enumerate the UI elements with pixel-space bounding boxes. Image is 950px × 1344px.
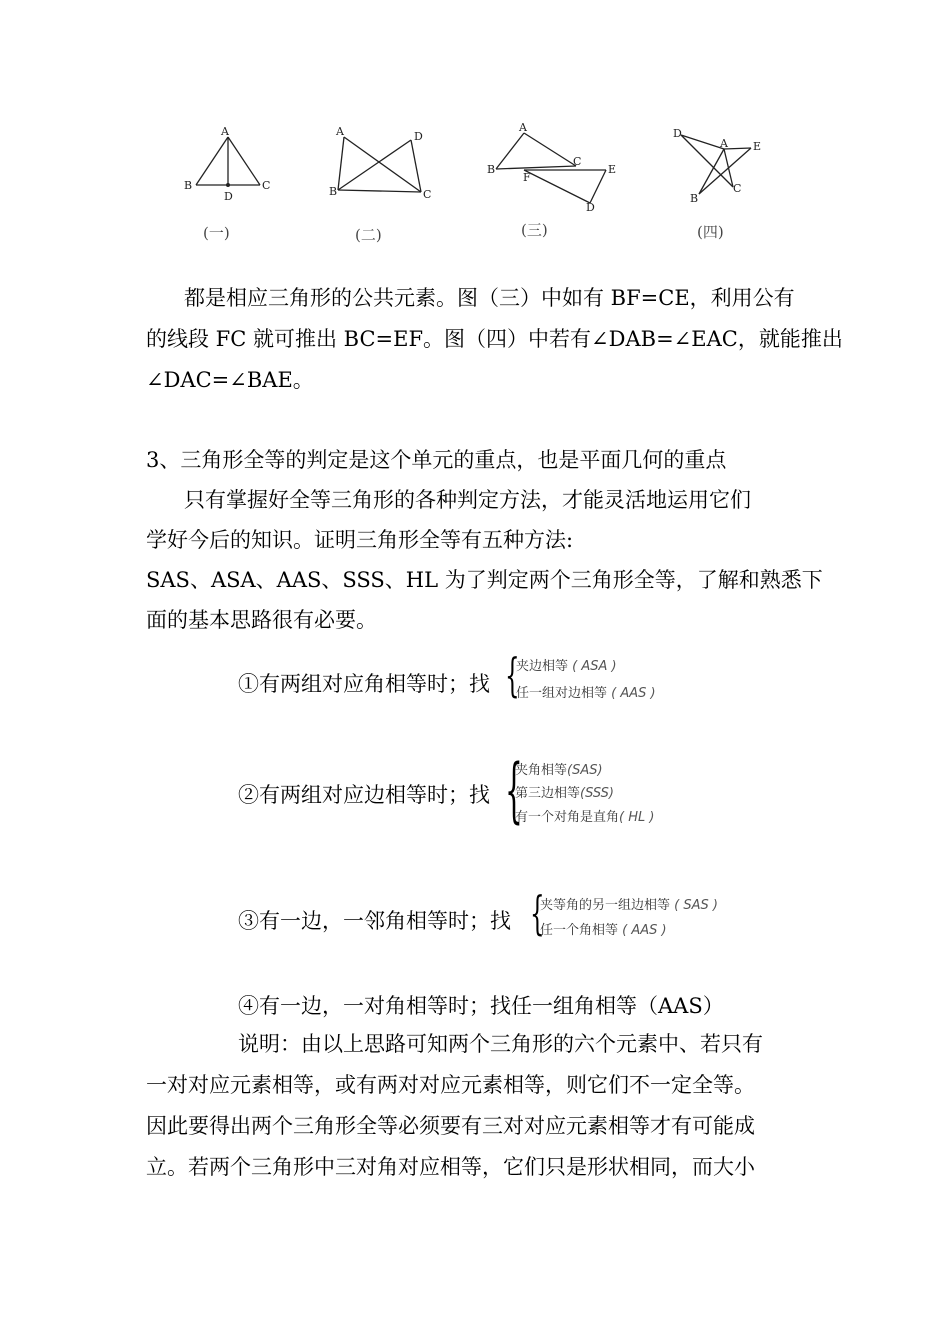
fig2-label-a: A (336, 125, 344, 138)
explanation-line: 因此要得出两个三角形全等必须要有三对对应元素相等才有可能成 (146, 1114, 755, 1138)
fig1-label-b: B (184, 179, 193, 192)
paragraph-line: 面的基本思路很有必要。 (146, 608, 377, 632)
brace-symbol: { (505, 749, 523, 831)
case-one-label: ①有两组对应角相等时；找 (238, 672, 490, 696)
figure-one (196, 137, 260, 185)
fig3-label-a: A (519, 121, 527, 134)
case-one-option-two: 任一组对边相等 ( AAS ) (516, 686, 656, 701)
fig4-label-e: E (753, 140, 762, 153)
case-four-label: ④有一边，一对角相等时；找任一组角相等（AAS） (238, 994, 724, 1018)
explanation-line: 说明：由以上思路可知两个三角形的六个元素中、若只有 (238, 1032, 763, 1056)
explanation-line: 立。若两个三角形中三对角对应相等，它们只是形状相同，而大小 (146, 1155, 755, 1179)
case-one-option-one: 夹边相等 ( ASA ) (516, 659, 617, 674)
case-three-label: ③有一边，一邻角相等时；找 (238, 909, 511, 933)
fig3-label-d: D (586, 201, 595, 214)
fig4-label-b: B (690, 192, 699, 205)
fig4-label-a: A (720, 137, 728, 150)
case-two-option-two: 第三边相等(SSS) (515, 786, 614, 801)
paragraph-line: 只有掌握好全等三角形的各种判定方法，才能灵活地运用它们 (184, 488, 751, 512)
geometry-figures (0, 110, 950, 260)
caption-figure-two: (二) (355, 226, 382, 244)
brace-symbol: { (505, 648, 520, 702)
case-three-option-one: 夹等角的另一组边相等 ( SAS ) (540, 898, 718, 913)
case-two-option-one: 夹角相等(SAS) (515, 763, 603, 778)
case-three-option-two: 任一个角相等 ( AAS ) (540, 923, 667, 938)
section-heading: 3、三角形全等的判定是这个单元的重点，也是平面几何的重点 (146, 448, 727, 472)
paragraph-line: 学好今后的知识。证明三角形全等有五种方法: (146, 528, 574, 552)
caption-figure-one: (一) (203, 224, 230, 242)
figure-two (338, 137, 421, 192)
fig1-label-d: D (224, 190, 233, 203)
fig1-label-a: A (221, 125, 229, 138)
paragraph-line: SAS、ASA、AAS、SSS、HL 为了判定两个三角形全等，了解和熟悉下 (146, 568, 823, 592)
caption-figure-three: (三) (521, 221, 548, 239)
case-two-option-three: 有一个对角是直角( HL ) (515, 810, 655, 825)
explanation-line: 一对对应元素相等，或有两对对应元素相等，则它们不一定全等。 (146, 1073, 755, 1097)
fig2-label-d: D (414, 130, 423, 143)
fig4-label-c: C (733, 182, 742, 195)
fig1-label-c: C (262, 179, 271, 192)
case-two-label: ②有两组对应边相等时；找 (238, 783, 490, 807)
paragraph-line: 都是相应三角形的公共元素。图（三）中如有 BF=CE，利用公有 (184, 286, 795, 310)
fig4-label-d: D (673, 127, 682, 140)
caption-figure-four: (四) (697, 223, 724, 241)
fig3-label-c: C (573, 155, 582, 168)
paragraph-line: ∠DAC=∠BAE。 (146, 368, 314, 392)
fig3-label-e: E (608, 163, 617, 176)
paragraph-line: 的线段 FC 就可推出 BC=EF。图（四）中若有∠DAB=∠EAC，就能推出 (146, 327, 843, 351)
brace-symbol: { (530, 886, 545, 940)
fig3-label-b: B (487, 163, 496, 176)
fig2-label-b: B (329, 185, 338, 198)
figures-row (0, 110, 950, 260)
fig3-label-f: F (523, 171, 531, 184)
figure-three (496, 133, 606, 203)
fig2-label-c: C (423, 188, 432, 201)
